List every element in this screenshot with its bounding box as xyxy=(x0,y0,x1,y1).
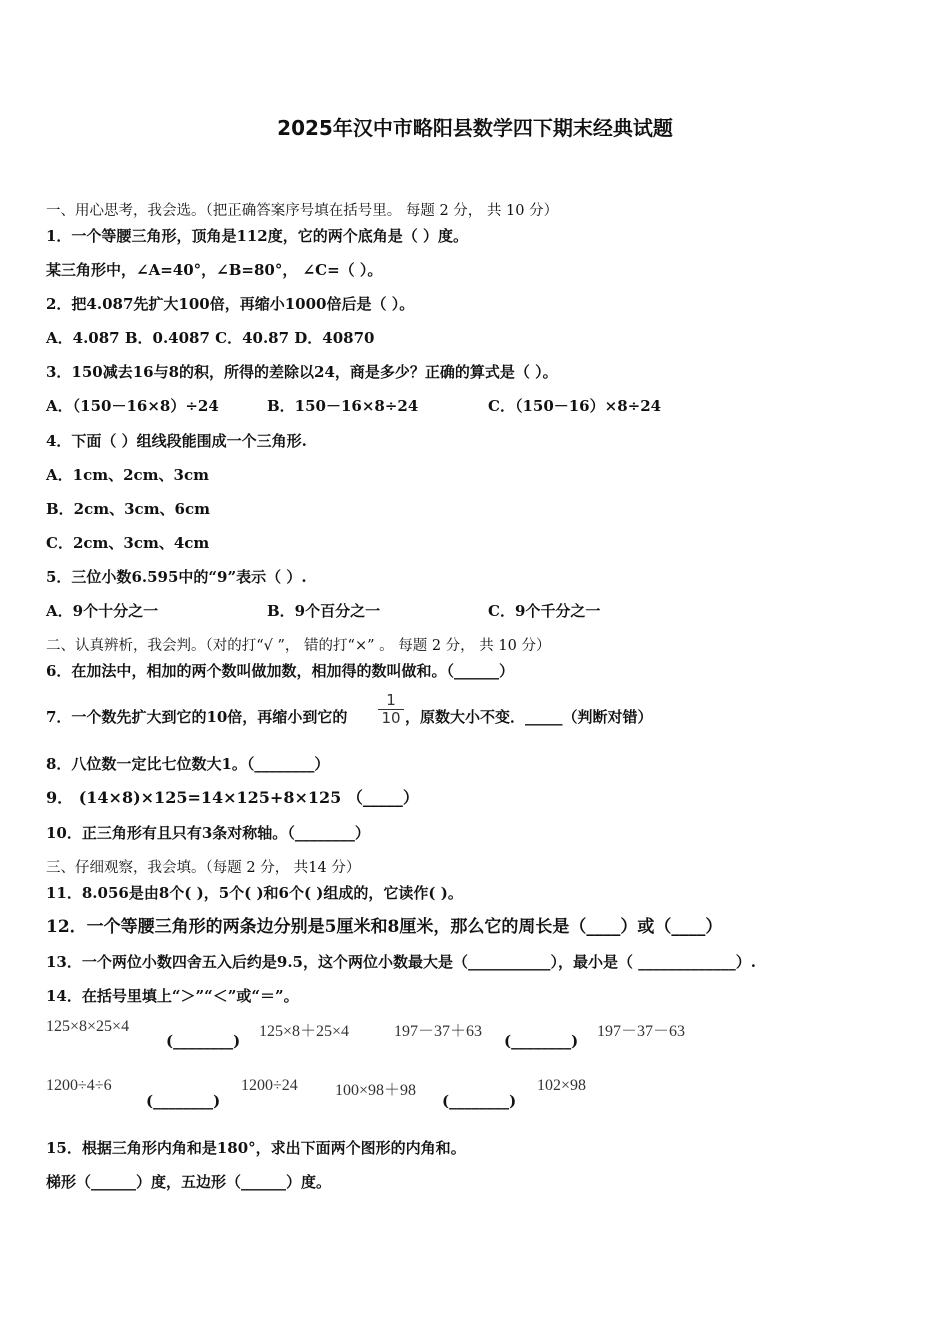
question-3-option-b: B．150－16×8÷24 xyxy=(267,397,419,415)
question-15: 15．根据三角形内角和是180°，求出下面两个图形的内角和。 xyxy=(46,1139,466,1157)
question-4: 4．下面（ ）组线段能围成一个三角形. xyxy=(46,432,307,450)
question-5: 5．三位小数6.595中的“9”表示（ ）. xyxy=(46,568,307,586)
question-2-options: A．4.087 B．0.4087 C．40.87 D．40870 xyxy=(46,329,375,347)
compare-blank-1[interactable]: (________) xyxy=(166,1032,241,1050)
compare-blank-3[interactable]: (________) xyxy=(146,1092,221,1110)
question-11: 11．8.056是由8个( )，5个( )和6个( )组成的，它读作( )。 xyxy=(46,884,463,902)
expression-1: 125×8×25×4 xyxy=(46,1018,130,1035)
question-10: 10．正三角形有且只有3条对称轴。（________） xyxy=(46,824,370,842)
question-5-option-a: A．9个十分之一 xyxy=(46,602,159,620)
question-8: 8．八位数一定比七位数大1。（________） xyxy=(46,755,330,773)
question-5-option-b: B．9个百分之一 xyxy=(267,602,381,620)
section-3-heading: 三、仔细观察，我会填。（每题 2 分， 共14 分） xyxy=(46,860,361,876)
question-13: 13．一个两位小数四舍五入后约是9.5，这个两位小数最大是（___________），最小是（ _____________）. xyxy=(46,953,756,971)
question-1-part-2: 某三角形中，∠A=40°，∠B=80°， ∠C=（ ）。 xyxy=(46,261,383,279)
question-6: 6．在加法中，相加的两个数叫做加数，相加得的数叫做和。（______） xyxy=(46,662,514,680)
expression-6: 1200÷24 xyxy=(241,1077,298,1094)
fraction-numerator: 1 xyxy=(378,692,404,710)
question-3-option-a: A．（150－16×8）÷24 xyxy=(46,397,219,415)
fraction-one-tenth xyxy=(378,692,404,727)
question-15-answer-line: 梯形（______）度，五边形（______）度。 xyxy=(46,1173,332,1191)
question-14: 14．在括号里填上“＞”“＜”或“＝”。 xyxy=(46,987,299,1005)
question-5-option-c: C．9个千分之一 xyxy=(488,602,601,620)
question-4-option-b: B．2cm、3cm、6cm xyxy=(46,500,211,518)
question-9: 9． (14×8)×125=14×125+8×125 （_____） xyxy=(46,788,419,807)
question-1: 1．一个等腰三角形，顶角是112度，它的两个底角是（ ）度。 xyxy=(46,227,468,245)
question-3: 3．150减去16与8的积，所得的差除以24，商是多少？正确的算式是（ ）。 xyxy=(46,363,558,381)
expression-5: 1200÷4÷6 xyxy=(46,1077,112,1094)
question-4-option-a: A．1cm、2cm、3cm xyxy=(46,466,209,484)
expression-8: 102×98 xyxy=(537,1077,587,1094)
expression-7: 100×98＋98 xyxy=(335,1082,417,1099)
expression-4: 197－37－63 xyxy=(597,1023,686,1040)
question-7: 7．一个数先扩大到它的10倍，再缩小到它的 xyxy=(46,708,348,726)
question-12: 12．一个等腰三角形的两条边分别是5厘米和8厘米，那么它的周长是（____）或（____） xyxy=(46,917,723,937)
question-4-option-c: C．2cm、3cm、4cm xyxy=(46,534,210,552)
expression-3: 197－37＋63 xyxy=(394,1023,483,1040)
question-3-option-c: C．（150－16）×8÷24 xyxy=(488,397,662,415)
fraction-denominator: 10 xyxy=(381,709,401,727)
compare-blank-4[interactable]: (________) xyxy=(442,1092,517,1110)
question-7-end: ，原数大小不变．_____（判断对错） xyxy=(405,708,653,726)
compare-blank-2[interactable]: (________) xyxy=(504,1032,579,1050)
section-1-heading: 一、用心思考，我会选。（把正确答案序号填在括号里。 每题 2 分， 共 10 分） xyxy=(46,203,559,219)
question-2: 2．把4.087先扩大100倍，再缩小1000倍后是（ ）。 xyxy=(46,295,415,313)
page-title: 2025年汉中市略阳县数学四下期末经典试题 xyxy=(277,116,673,140)
expression-2: 125×8＋25×4 xyxy=(259,1023,350,1040)
section-2-heading: 二、认真辨析，我会判。（对的打“√ ”， 错的打“×” 。 每题 2 分， 共 10 分） xyxy=(46,638,551,654)
